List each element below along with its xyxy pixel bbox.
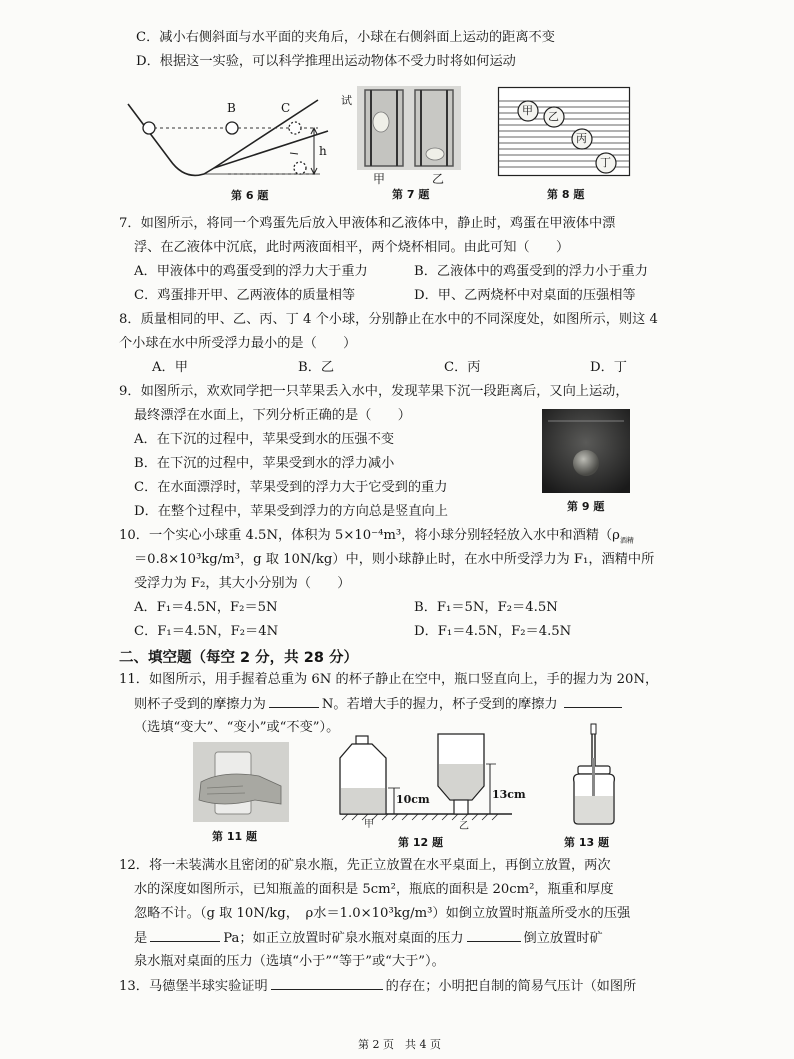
fig12-height-1: 10cm	[396, 793, 430, 806]
q7-option-d: D．甲、乙两烧杯中对桌面的压强相等	[414, 288, 636, 303]
q8-option-b: B．乙	[298, 360, 335, 375]
q11-text-a: 则杯子受到的摩擦力为	[134, 697, 266, 712]
q9-option-a: A．在下沉的过程中，苹果受到水的压强不变	[134, 432, 395, 447]
figure-13-diagram	[564, 722, 624, 828]
q8-stem-line2: 个小球在水中所受浮力最小的是（ ）	[119, 336, 357, 351]
q8-option-a: A．甲	[152, 360, 188, 375]
q12-blank-1[interactable]	[150, 927, 220, 942]
q13-text-a: 13．马德堡半球实验证明	[119, 979, 268, 994]
fig8-ball-ding: 丁	[600, 156, 611, 169]
q9-stem-line2: 最终漂浮在水面上，下列分析正确的是（ ）	[134, 408, 411, 423]
fig7-label-shi: 试	[341, 94, 352, 107]
q12-stem-line2: 水的深度如图所示，已知瓶盖的面积是 5cm²，瓶底的面积是 20cm²，瓶重和厚度	[134, 882, 614, 897]
fig13-caption: 第 13 题	[564, 836, 609, 849]
fig8-ball-bing: 丙	[576, 132, 587, 145]
fig7-label-jia: 甲	[373, 172, 386, 186]
q10-stem-line3: 受浮力为 F₂，其大小分别为（ ）	[134, 576, 351, 591]
q8-stem-line1: 8．质量相同的甲、乙、丙、丁 4 个小球，分别静止在水中的不同深度处，如图所示，则这 4	[119, 312, 658, 327]
q12-text-b: Pa；如正立放置时矿泉水瓶对桌面的压力	[223, 931, 464, 946]
fig7-caption: 第 7 题	[392, 188, 430, 201]
q7-option-b: B．乙液体中的鸡蛋受到的浮力小于重力	[414, 264, 648, 279]
fig8-ball-jia: 甲	[522, 104, 533, 117]
q10-option-a: A．F₁＝4.5N，F₂＝5N	[134, 600, 278, 615]
q9-option-c: C．在水面漂浮时，苹果受到的浮力大于它受到的重力	[134, 480, 448, 495]
q11-stem-line1: 11．如图所示，用手握着总重为 6N 的杯子静止在空中，瓶口竖直向上，手的握力为 20N，	[119, 672, 659, 687]
q7-stem-line1: 7．如图所示，将同一个鸡蛋先后放入甲液体和乙液体中，静止时，鸡蛋在甲液体中漂	[119, 216, 616, 231]
fig6-label-h: h	[319, 144, 327, 158]
q12-text-a: 是	[134, 931, 148, 946]
q12-stem-line1: 12．将一未装满水且密闭的矿泉水瓶，先正立放置在水平桌面上，再倒立放置，两次	[119, 858, 611, 873]
section-2-heading: 二、填空题（每空 2 分，共 28 分）	[119, 650, 358, 666]
q6-option-d: D．根据这一实验，可以科学推理出运动物体不受力时将如何运动	[136, 54, 516, 69]
q11-stem-line3: （选填“变大”、“变小”或“不变”）。	[134, 720, 340, 735]
q10-rho-subscript: 酒精	[619, 536, 634, 545]
q13-text-b: 的存在；小明把自制的简易气压计（如图所	[385, 979, 637, 994]
q10-option-c: C．F₁＝4.5N，F₂＝4N	[134, 624, 279, 639]
fig6-label-b: B	[227, 101, 236, 115]
fig11-caption: 第 11 题	[212, 830, 257, 843]
figure-11-photo	[193, 742, 289, 822]
q12-stem-line3: 忽略不计。（g 取 10N/kg， ρ水＝1.0×10³kg/m³）如倒立放置时瓶盖所受水的压强	[134, 906, 631, 921]
fig12-height-2: 13cm	[492, 788, 526, 801]
fig6-caption: 第 6 题	[231, 189, 269, 202]
q8-option-c: C．丙	[444, 360, 481, 375]
q11-stem-line2	[134, 693, 622, 716]
fig12-label-jia: 甲	[364, 819, 374, 830]
fig7-label-yi: 乙	[432, 172, 445, 186]
fig12-caption: 第 12 题	[398, 836, 443, 849]
q7-option-c: C．鸡蛋排开甲、乙两液体的质量相等	[134, 288, 356, 303]
q9-option-d: D．在整个过程中，苹果受到浮力的方向总是竖直向上	[134, 504, 448, 519]
q12-stem-line4	[134, 927, 603, 950]
q11-blank-1[interactable]	[269, 693, 319, 708]
fig9-caption: 第 9 题	[567, 500, 605, 513]
q7-option-a: A．甲液体中的鸡蛋受到的浮力大于重力	[134, 264, 368, 279]
q10-stem-line1	[119, 525, 634, 552]
q13-stem-line1	[119, 975, 636, 998]
q9-option-b: B．在下沉的过程中，苹果受到水的浮力减小	[134, 456, 395, 471]
figure-9-photo	[542, 409, 630, 493]
figure-12-diagram	[332, 732, 522, 832]
fig8-caption: 第 8 题	[547, 188, 585, 201]
q9-stem-line1: 9．如图所示，欢欢同学把一只苹果丢入水中，发现苹果下沉一段距离后，又向上运动，	[119, 384, 629, 399]
page-footer: 第 2 页 共 4 页	[358, 1038, 441, 1051]
q10-stem-line1-text: 10．一个实心小球重 4.5N，体积为 5×10⁻⁴m³，将小球分别轻轻放入水中和酒精（ρ	[119, 528, 620, 543]
q10-stem-line2: ＝0.8×10³kg/m³，g 取 10N/kg）中，则小球静止时，在水中所受浮力为 F₁，酒精中所	[134, 552, 655, 567]
figure-7-photo	[357, 86, 461, 170]
q12-stem-line5: 泉水瓶对桌面的压力（选填“小于”“等于”或“大于”）。	[134, 954, 445, 969]
q7-stem-line2: 浮、在乙液体中沉底，此时两液面相平，两个烧杯相同。由此可知（ ）	[134, 240, 570, 255]
q12-text-c: 倒立放置时矿	[523, 931, 603, 946]
q6-option-c: C．减小右侧斜面与水平面的夹角后，小球在右侧斜面上运动的距离不变	[136, 30, 555, 45]
fig6-label-c: C	[281, 101, 291, 115]
fig8-ball-yi: 乙	[548, 110, 559, 123]
q8-option-d: D．丁	[590, 360, 627, 375]
q10-option-d: D．F₁＝4.5N，F₂＝4.5N	[414, 624, 572, 639]
fig12-label-yi: 乙	[459, 821, 469, 832]
q11-text-b: N。若增大手的握力，杯子受到的摩擦力	[321, 697, 558, 712]
q11-blank-2[interactable]	[564, 693, 622, 708]
q12-blank-2[interactable]	[467, 927, 521, 942]
q13-blank-1[interactable]	[271, 975, 383, 990]
q10-option-b: B．F₁＝5N，F₂＝4.5N	[414, 600, 558, 615]
